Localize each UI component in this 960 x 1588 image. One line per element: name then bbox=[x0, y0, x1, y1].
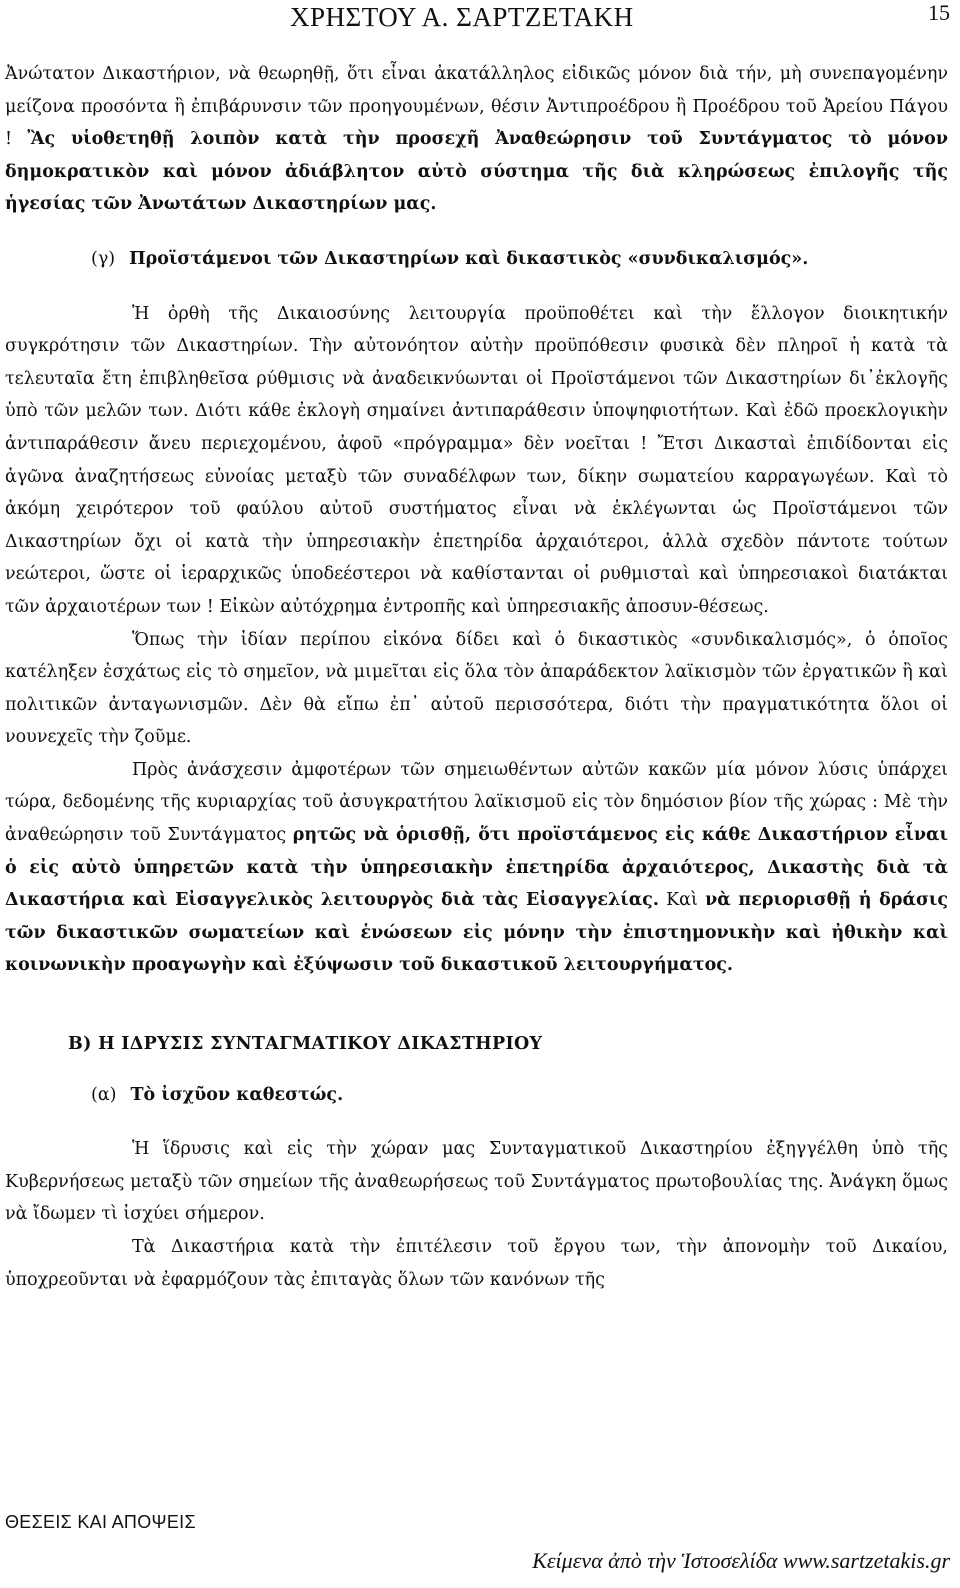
subheading-a-label: (α) bbox=[91, 1084, 117, 1105]
page-body bbox=[5, 58, 948, 1296]
subheading-a-text: Τὸ ἰσχῦον καθεστώς. bbox=[130, 1084, 344, 1105]
paragraph-1-emphasis: Ἂς υἱοθετηθῇ λοιπὸν κατὰ τὴν προσεχῆ Ἀναθεώρησιν τοῦ Συντάγματος τὸ μόνον δημοκρατικὸν καὶ μόνον ἀδιάβλητον αὐτὸ σύστημα τῆς διὰ κληρώσεως ἐπιλογῆς τῆς ἡγεσίας τῶν Ἀνωτάτων Δικαστηρίων μας. bbox=[5, 129, 948, 215]
paragraph-4-emphasis-b: νὰ περιορισθῇ ἡ δράσις τῶν δικαστικῶν σωματείων καὶ ἑνώσεων εἰς μόνην τὴν ἐπιστημονικὴν καὶ ἠθικὴν καὶ κοινωνικὴν προαγωγὴν καὶ ἐξύψωσιν τοῦ δικαστικοῦ λειτουργήματος. bbox=[5, 890, 948, 976]
paragraph-3: Ὅπως τὴν ἰδίαν περίπου εἰκόνα δίδει καὶ ὁ δικαστικὸς «συνδικαλισμός», ὁ ὁποῖος κατέληξεν ἐσχάτως εἰς τὸ σημεῖον, νὰ μιμεῖται εἰς ὅλα τὸν ἀπαράδεκτον λαϊκισμὸν τῶν ἐργατικῶν ἢ καὶ πολιτικῶν ἀνταγωνισμῶν. Δὲν θὰ εἴπω ἐπ᾽ αὐτοῦ περισσότερα, διότι τὴν πραγματικότητα ὅλοι οἱ νουνεχεῖς τὴν ζοῦμε. bbox=[5, 629, 948, 748]
running-title: ΧΡΗΣΤΟΥ Α. ΣΑΡΤΖΕΤΑΚΗ bbox=[290, 2, 634, 32]
paragraph-4-text-b: Καὶ bbox=[666, 890, 698, 911]
paragraph-2: Ἡ ὀρθὴ τῆς Δικαιοσύνης λειτουργία προϋποθέτει καὶ τὴν ἔλλογον διοικητικήν συγκρότησιν τῶν Δικαστηρίων. Τὴν αὐτονόητον αὐτὴν προϋπόθεσιν φυσικὰ δὲν πληροῖ ἡ κατὰ τὰ τελευταῖα ἔτη ἐπιβληθεῖσα ρύθμισις νὰ ἀναδεικνύωνται οἱ Προϊστάμενοι τῶν Δικαστηρίων δι᾽ἐκλογῆς ὑπὸ τῶν μελῶν των. Διότι κάθε ἐκλογὴ σημαίνει ἀντιπαράθεσιν ὑποψηφιοτήτων. Καὶ ἐδῶ προεκλογικὴν ἀντιπαράθεσιν ἄνευ περιεχομένου, ἀφοῦ «πρόγραμμα» δὲν νοεῖται ! Ἔτσι Δικασταὶ ἐπιδίδονται εἰς ἀγῶνα ἀναζητήσεως εὐνοίας μεταξὺ τῶν συναδέλφων των, δίκην σωματείου καρραγωγέων. Καὶ τὸ ἀκόμη χειρότερον τοῦ φαύλου αὐτοῦ συστήματος εἶναι νὰ ἐκλέγωνται ὡς Προϊστάμενοι τῶν Δικαστηρίων ὄχι οἱ κατὰ τὴν ὑπηρεσιακὴν ἐπετηρίδα ἀρχαιότεροι, ἀλλὰ σχεδὸν πάντοτε τούτων νεώτεροι, ὥστε οἱ ἱεραρχικῶς ὑποδεέστεροι νὰ καθίστανται οἱ ρυθμισταὶ καὶ ὑπηρεσιακοὶ διατάκται τῶν ἀρχαιοτέρων των ! Εἰκὼν αὐτόχρημα ἐντροπῆς καὶ ὑπηρεσιακῆς ἀποσυν-θέσεως. bbox=[5, 303, 948, 617]
subheading-g bbox=[91, 243, 948, 276]
paragraph-1-text: Ἀνώτατον Δικαστήριον, νὰ θεωρηθῇ, ὅτι εἶναι ἀκατάλληλος εἰδικῶς μόνον διὰ τήν, μὴ συνεπαγομένην μείζονα προσόντα ἢ ἐπιβάρυνσιν τῶν προηγουμένων, θέσιν Ἀντιπροέδρου ἢ Προέδρου τοῦ Ἀρείου Πάγου ! bbox=[5, 64, 948, 150]
footer-source: Κείμενα ἀπὸ τὴν Ἱστοσελίδα www.sartzetakis.gr bbox=[532, 1548, 950, 1573]
page-header bbox=[0, 0, 960, 40]
page-number: 15 bbox=[928, 0, 950, 25]
paragraph-5: Ἡ ἵδρυσις καὶ εἰς τὴν χώραν μας Συνταγματικοῦ Δικαστηρίου ἐξηγγέλθη ὑπὸ τῆς Κυβερνήσεως μεταξὺ τῶν σημείων τῆς ἀναθεωρήσεως τοῦ Συντάγματος πρωτοβουλίας της. Ἀνάγκη ὅμως νὰ ἴδωμεν τὶ ἰσχύει σήμερον. bbox=[5, 1139, 948, 1225]
paragraph-4 bbox=[5, 754, 948, 982]
subheading-g-text: Προϊστάμενοι τῶν Δικαστηρίων καὶ δικαστικὸς «συνδικαλισμός». bbox=[129, 248, 809, 269]
subheading-g-label: (γ) bbox=[91, 248, 116, 269]
paragraph-1 bbox=[5, 58, 948, 221]
paragraph-4-text-a: Πρὸς ἀνάσχεσιν ἀμφοτέρων τῶν σημειωθέντων αὐτῶν κακῶν μία μόνον λύσις ὑπάρχει τώρα, δεδομένης τῆς κυριαρχίας τοῦ ἀσυγκρατήτου λαϊκισμοῦ εἰς τὸν δημόσιον βίον τῆς χώρας : Μὲ τὴν ἀναθεώρησιν τοῦ Συντάγματος bbox=[5, 759, 948, 846]
paragraph-4-emphasis-a: ρητῶς νὰ ὁρισθῇ, ὅτι προϊστάμενος εἰς κάθε Δικαστήριον εἶναι ὁ εἰς αὐτὸ ὑπηρετῶν κατὰ τὴν ὑπηρεσιακὴν ἐπετηρίδα ἀρχαιότερος, Δικαστὴς διὰ τὰ Δικαστήρια καὶ Εἰσαγγελικὸς λειτουργὸς διὰ τὰς Εἰσαγγελίας. bbox=[5, 825, 948, 911]
paragraph-6: Τὰ Δικαστήρια κατὰ τὴν ἐπιτέλεσιν τοῦ ἔργου των, τὴν ἀπονομὴν τοῦ Δικαίου, ὑποχρεοῦνται νὰ ἐφαρμόζουν τὰς ἐπιταγὰς ὅλων τῶν κανόνων τῆς bbox=[5, 1237, 948, 1290]
section-heading-b: Β) Η ΙΔΡΥΣΙΣ ΣΥΝΤΑΓΜΑΤΙΚΟΥ ΔΙΚΑΣΤΗΡΙΟΥ bbox=[68, 1034, 543, 1055]
subheading-a bbox=[91, 1079, 948, 1112]
footer-series-title: ΘΕΣΕΙΣ ΚΑΙ ΑΠΟΨΕΙΣ bbox=[5, 1512, 196, 1532]
